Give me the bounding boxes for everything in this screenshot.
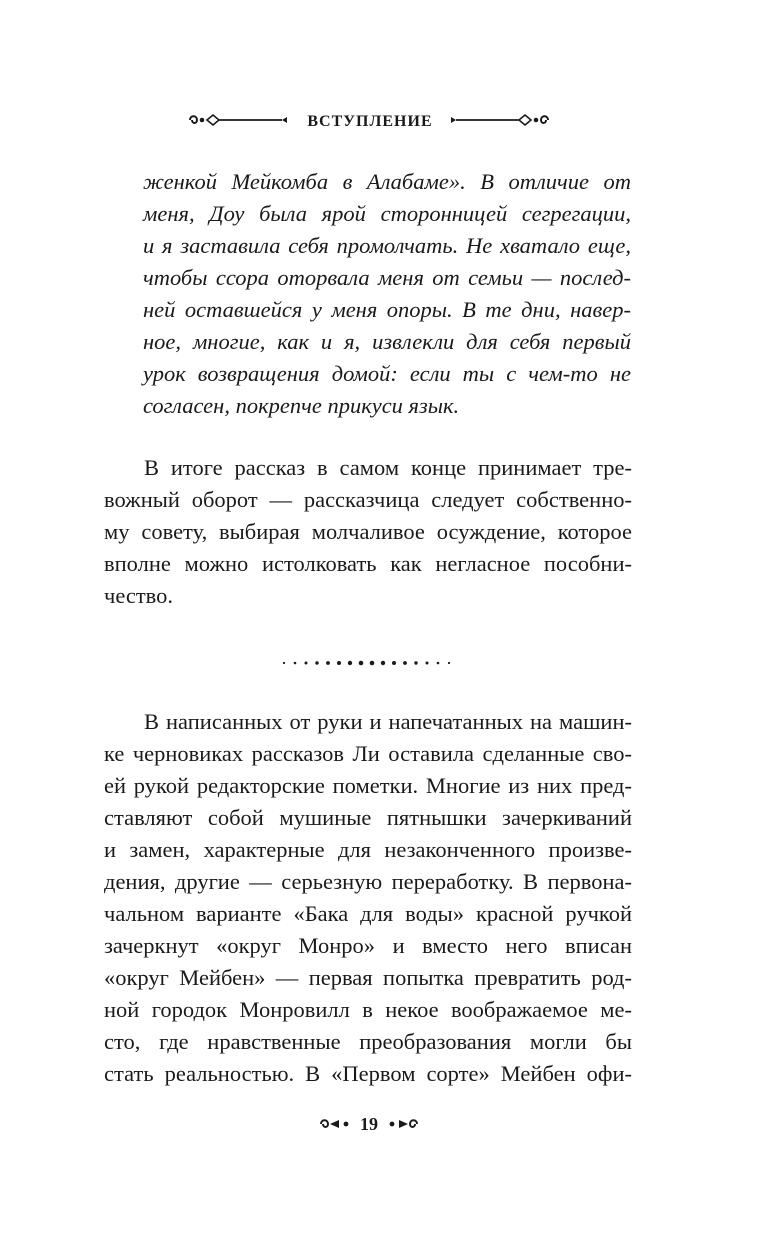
quote-line: женкой Мейкомба в Алабаме». В отличие от <box>143 169 631 194</box>
quote-line: урок возвращения домой: если ты с чем-то не <box>143 361 631 386</box>
paragraph-line: В написанных от руки и напечатанных на машин- <box>144 709 632 734</box>
running-header <box>0 108 768 136</box>
left-page-number-ornament-icon <box>318 1116 352 1132</box>
quote-line: чтобы ссора оторвала меня от семьи — послед- <box>143 265 631 290</box>
quote-line: ней оставшейся у меня опоры. В те дни, навер- <box>143 297 631 322</box>
quote-line: и я заставила себя промолчать. Не хватало еще, <box>143 233 631 258</box>
paragraph-line: и замен, характерные для незаконченного произве- <box>104 837 632 862</box>
left-header-ornament-icon <box>186 112 290 128</box>
paragraph-line: ке черновиках рассказов Ли оставила сделанные сво- <box>104 741 632 766</box>
paragraph-line: сто, где нравственные преобразования могли бы <box>104 1029 632 1054</box>
paragraph-line: дения, другие — серьезную переработку. В первона- <box>104 869 632 894</box>
paragraph-line: чество. <box>104 583 174 608</box>
quote-line: ное, многие, как и я, извлекли для себя первый <box>143 329 631 354</box>
paragraph-line: ей рукой редакторские пометки. Многие из них пред- <box>104 773 632 798</box>
paragraph-line: ставляют собой мушиные пятнышки зачеркиваний <box>104 805 632 830</box>
paragraph-1 <box>104 452 632 612</box>
page-footer <box>0 1110 768 1140</box>
chapter-title: ВСТУПЛЕНИЕ <box>307 113 433 130</box>
paragraph-line: зачеркнут «округ Монро» и вместо него вписан <box>104 933 632 958</box>
paragraph-line: вожный оборот — рассказчица следует собственно- <box>104 487 632 512</box>
dotted-divider-icon <box>280 658 460 668</box>
paragraph-line: стать реальностью. В «Первом сорте» Мейбен офи- <box>104 1061 632 1086</box>
quote-line: согласен, покрепче прикуси язык. <box>143 393 460 418</box>
paragraph-line: му совету, выбирая молчаливое осуждение, которое <box>104 519 632 544</box>
paragraph-line: В итоге рассказ в самом конце принимает тре- <box>144 455 632 480</box>
paragraph-2 <box>104 706 632 1090</box>
paragraph-line: ной городок Монровилл в некое воображаемое ме- <box>104 997 632 1022</box>
paragraph-line: чальном варианте «Бака для воды» красной ручкой <box>104 901 632 926</box>
paragraph-line: «округ Мейбен» — первая попытка превратить род- <box>104 965 632 990</box>
right-header-ornament-icon <box>448 112 552 128</box>
quote-block <box>143 166 631 422</box>
page-number: 19 <box>360 1114 378 1134</box>
right-page-number-ornament-icon <box>386 1116 420 1132</box>
paragraph-line: вполне можно истолковать как негласное пособни- <box>104 551 632 576</box>
quote-line: меня, Доу была ярой сторонницей сегрегации, <box>143 201 631 226</box>
